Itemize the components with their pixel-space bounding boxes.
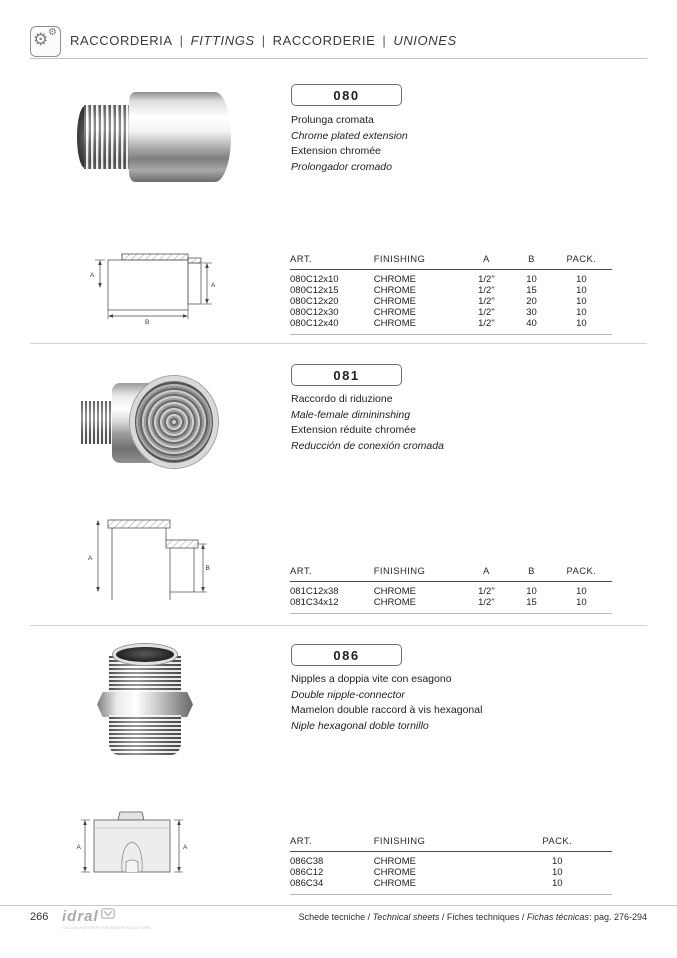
technical-drawing-086 — [76, 798, 188, 884]
page-number: 266 — [30, 911, 49, 923]
spec-table — [290, 836, 612, 889]
note-english: Technical sheets — [372, 912, 440, 922]
title-separator: | — [382, 33, 387, 48]
product-descriptions-081 — [291, 392, 591, 454]
product-code: 086 — [333, 648, 360, 663]
column-header: B — [512, 254, 551, 270]
photo-bottom-thread — [109, 715, 181, 755]
note-italian: Schede tecniche / — [298, 912, 373, 922]
title-english: FITTINGS — [190, 33, 255, 48]
product-code: 080 — [333, 88, 360, 103]
table-row — [290, 270, 612, 286]
table-cell: 10 — [526, 274, 537, 285]
product-table-086 — [290, 836, 612, 895]
description-spanish: Prolongador cromado — [291, 160, 392, 173]
table-row — [290, 878, 612, 889]
title-separator: | — [179, 33, 184, 48]
table-cell: 080C12x20 — [290, 296, 339, 307]
table-cell: 40 — [526, 318, 537, 329]
table-cell: 1/2" — [478, 586, 495, 597]
column-header: ART. — [290, 566, 374, 582]
product-photo-081 — [78, 372, 218, 472]
column-header: A — [461, 254, 513, 270]
photo-chrome-body — [129, 92, 231, 182]
table-row — [290, 597, 612, 608]
photo-hex-nut — [97, 692, 193, 717]
column-header: FINISHING — [374, 836, 503, 852]
table-header-row — [290, 836, 612, 852]
gear-icon: ⚙ — [33, 30, 49, 50]
dim-label: A — [88, 555, 93, 562]
table-cell: CHROME — [373, 597, 416, 608]
table-cell: 086C12 — [290, 867, 324, 878]
column-header: FINISHING — [374, 566, 461, 582]
table-cell: 080C12x40 — [290, 318, 339, 329]
table-cell: 080C12x10 — [290, 274, 339, 285]
dim-label: A — [76, 844, 81, 851]
note-french: / Fiches techniques / — [439, 912, 527, 922]
photo-top-opening — [113, 644, 177, 665]
table-cell: 10 — [576, 285, 587, 296]
table-cell: 081C12x38 — [290, 586, 339, 597]
product-photo-086 — [88, 644, 203, 758]
table-cell: 10 — [551, 878, 563, 889]
product-table-081 — [290, 566, 612, 614]
logo-mark-icon — [101, 906, 115, 924]
table-row — [290, 296, 612, 307]
section-divider — [30, 343, 647, 344]
title-french: RACCORDERIE — [272, 33, 376, 48]
fittings-gears-icon — [30, 26, 61, 57]
section-divider — [30, 625, 647, 626]
table-cell: 10 — [551, 867, 563, 878]
column-header: A — [461, 566, 513, 582]
table-cell: 086C38 — [290, 856, 324, 867]
table-cell: CHROME — [373, 586, 416, 597]
photo-male-thread — [84, 105, 131, 169]
table-cell: 10 — [576, 307, 587, 318]
description-french: Extension réduite chromée — [291, 424, 416, 437]
table-row — [290, 582, 612, 598]
table-cell: CHROME — [373, 867, 416, 878]
dim-label: A — [183, 844, 188, 851]
description-italian: Raccordo di riduzione — [291, 393, 393, 405]
table-cell: CHROME — [373, 274, 416, 285]
product-descriptions-086 — [291, 672, 591, 734]
table-cell: 15 — [526, 285, 537, 296]
column-header: PACK. — [551, 566, 612, 582]
table-cell: 1/2" — [478, 296, 495, 307]
column-header: ART. — [290, 254, 374, 270]
description-english: Chrome plated extension — [291, 129, 408, 142]
table-cell: 1/2" — [478, 318, 495, 329]
gear-icon: ⚙ — [48, 27, 57, 38]
spec-table — [290, 566, 612, 608]
description-french: Extension chromée — [291, 145, 381, 158]
technical-drawing-080 — [88, 246, 218, 324]
table-cell: 10 — [576, 296, 587, 307]
product-table-080 — [290, 254, 612, 335]
column-header: ART. — [290, 836, 374, 852]
table-header-row — [290, 566, 612, 582]
logo-wordmark: idral — [62, 908, 99, 925]
description-english: Male-female dimininshing — [291, 408, 411, 421]
table-cell: 086C34 — [290, 878, 324, 889]
table-cell: 15 — [526, 597, 537, 608]
table-cell: 1/2" — [478, 285, 495, 296]
dim-label: A — [211, 282, 216, 289]
table-header-row — [290, 254, 612, 270]
table-row — [290, 285, 612, 296]
table-cell: 10 — [576, 274, 587, 285]
column-header: PACK. — [551, 254, 612, 270]
technical-drawing-081 — [86, 506, 210, 600]
table-cell: 1/2" — [478, 307, 495, 318]
dim-label: B — [205, 565, 210, 572]
table-cell: CHROME — [373, 878, 416, 889]
title-italian: RACCORDERIA — [70, 33, 173, 48]
table-cell: 1/2" — [478, 274, 495, 285]
logo-tagline: ITALIAN PARTNER FOR WATER SOLUTIONS — [62, 926, 151, 930]
product-descriptions-080 — [291, 113, 591, 175]
title-spanish: UNIONES — [393, 33, 457, 48]
table-cell: CHROME — [373, 296, 416, 307]
table-cell: CHROME — [373, 307, 416, 318]
table-cell: CHROME — [373, 856, 416, 867]
dim-label: B — [145, 319, 150, 324]
description-spanish: Reducción de conexión cromada — [291, 439, 444, 452]
product-code-badge-086 — [291, 644, 402, 666]
table-cell: 081C34x12 — [290, 597, 339, 608]
table-row — [290, 867, 612, 878]
product-code-badge-080 — [291, 84, 402, 106]
table-cell: CHROME — [373, 318, 416, 329]
idral-logo — [62, 906, 152, 930]
table-row — [290, 307, 612, 318]
description-italian: Prolunga cromata — [291, 114, 374, 126]
dim-label: A — [90, 272, 95, 279]
header-divider — [30, 58, 647, 59]
product-code: 081 — [333, 368, 360, 383]
table-cell: 080C12x15 — [290, 285, 339, 296]
table-cell: 10 — [526, 586, 537, 597]
column-header: FINISHING — [374, 254, 461, 270]
table-cell: 1/2" — [478, 597, 495, 608]
description-spanish: Niple hexagonal doble tornillo — [291, 719, 429, 732]
description-french: Mamelon double raccord à vis hexagonal — [291, 704, 483, 717]
column-header: B — [512, 566, 551, 582]
table-cell: 10 — [551, 856, 563, 867]
title-separator: | — [261, 33, 266, 48]
product-code-badge-081 — [291, 364, 402, 386]
table-cell: 080C12x30 — [290, 307, 339, 318]
table-row — [290, 852, 612, 868]
note-spanish: Fichas técnicas — [526, 912, 589, 922]
spec-table — [290, 254, 612, 329]
table-row — [290, 318, 612, 329]
photo-female-thread-face — [130, 376, 218, 468]
table-cell: 10 — [576, 597, 587, 608]
description-italian: Nipples a doppia vite con esagono — [291, 673, 452, 685]
column-header: PACK. — [503, 836, 612, 852]
table-cell: 10 — [576, 586, 587, 597]
table-cell: CHROME — [373, 285, 416, 296]
product-photo-080 — [70, 80, 240, 194]
table-cell: 30 — [526, 307, 537, 318]
page-title — [70, 33, 457, 48]
table-cell: 20 — [526, 296, 537, 307]
table-cell: 10 — [576, 318, 587, 329]
footer-note — [299, 912, 647, 922]
description-english: Double nipple-connector — [291, 688, 405, 701]
note-pages: : pag. 276-294 — [588, 912, 647, 922]
